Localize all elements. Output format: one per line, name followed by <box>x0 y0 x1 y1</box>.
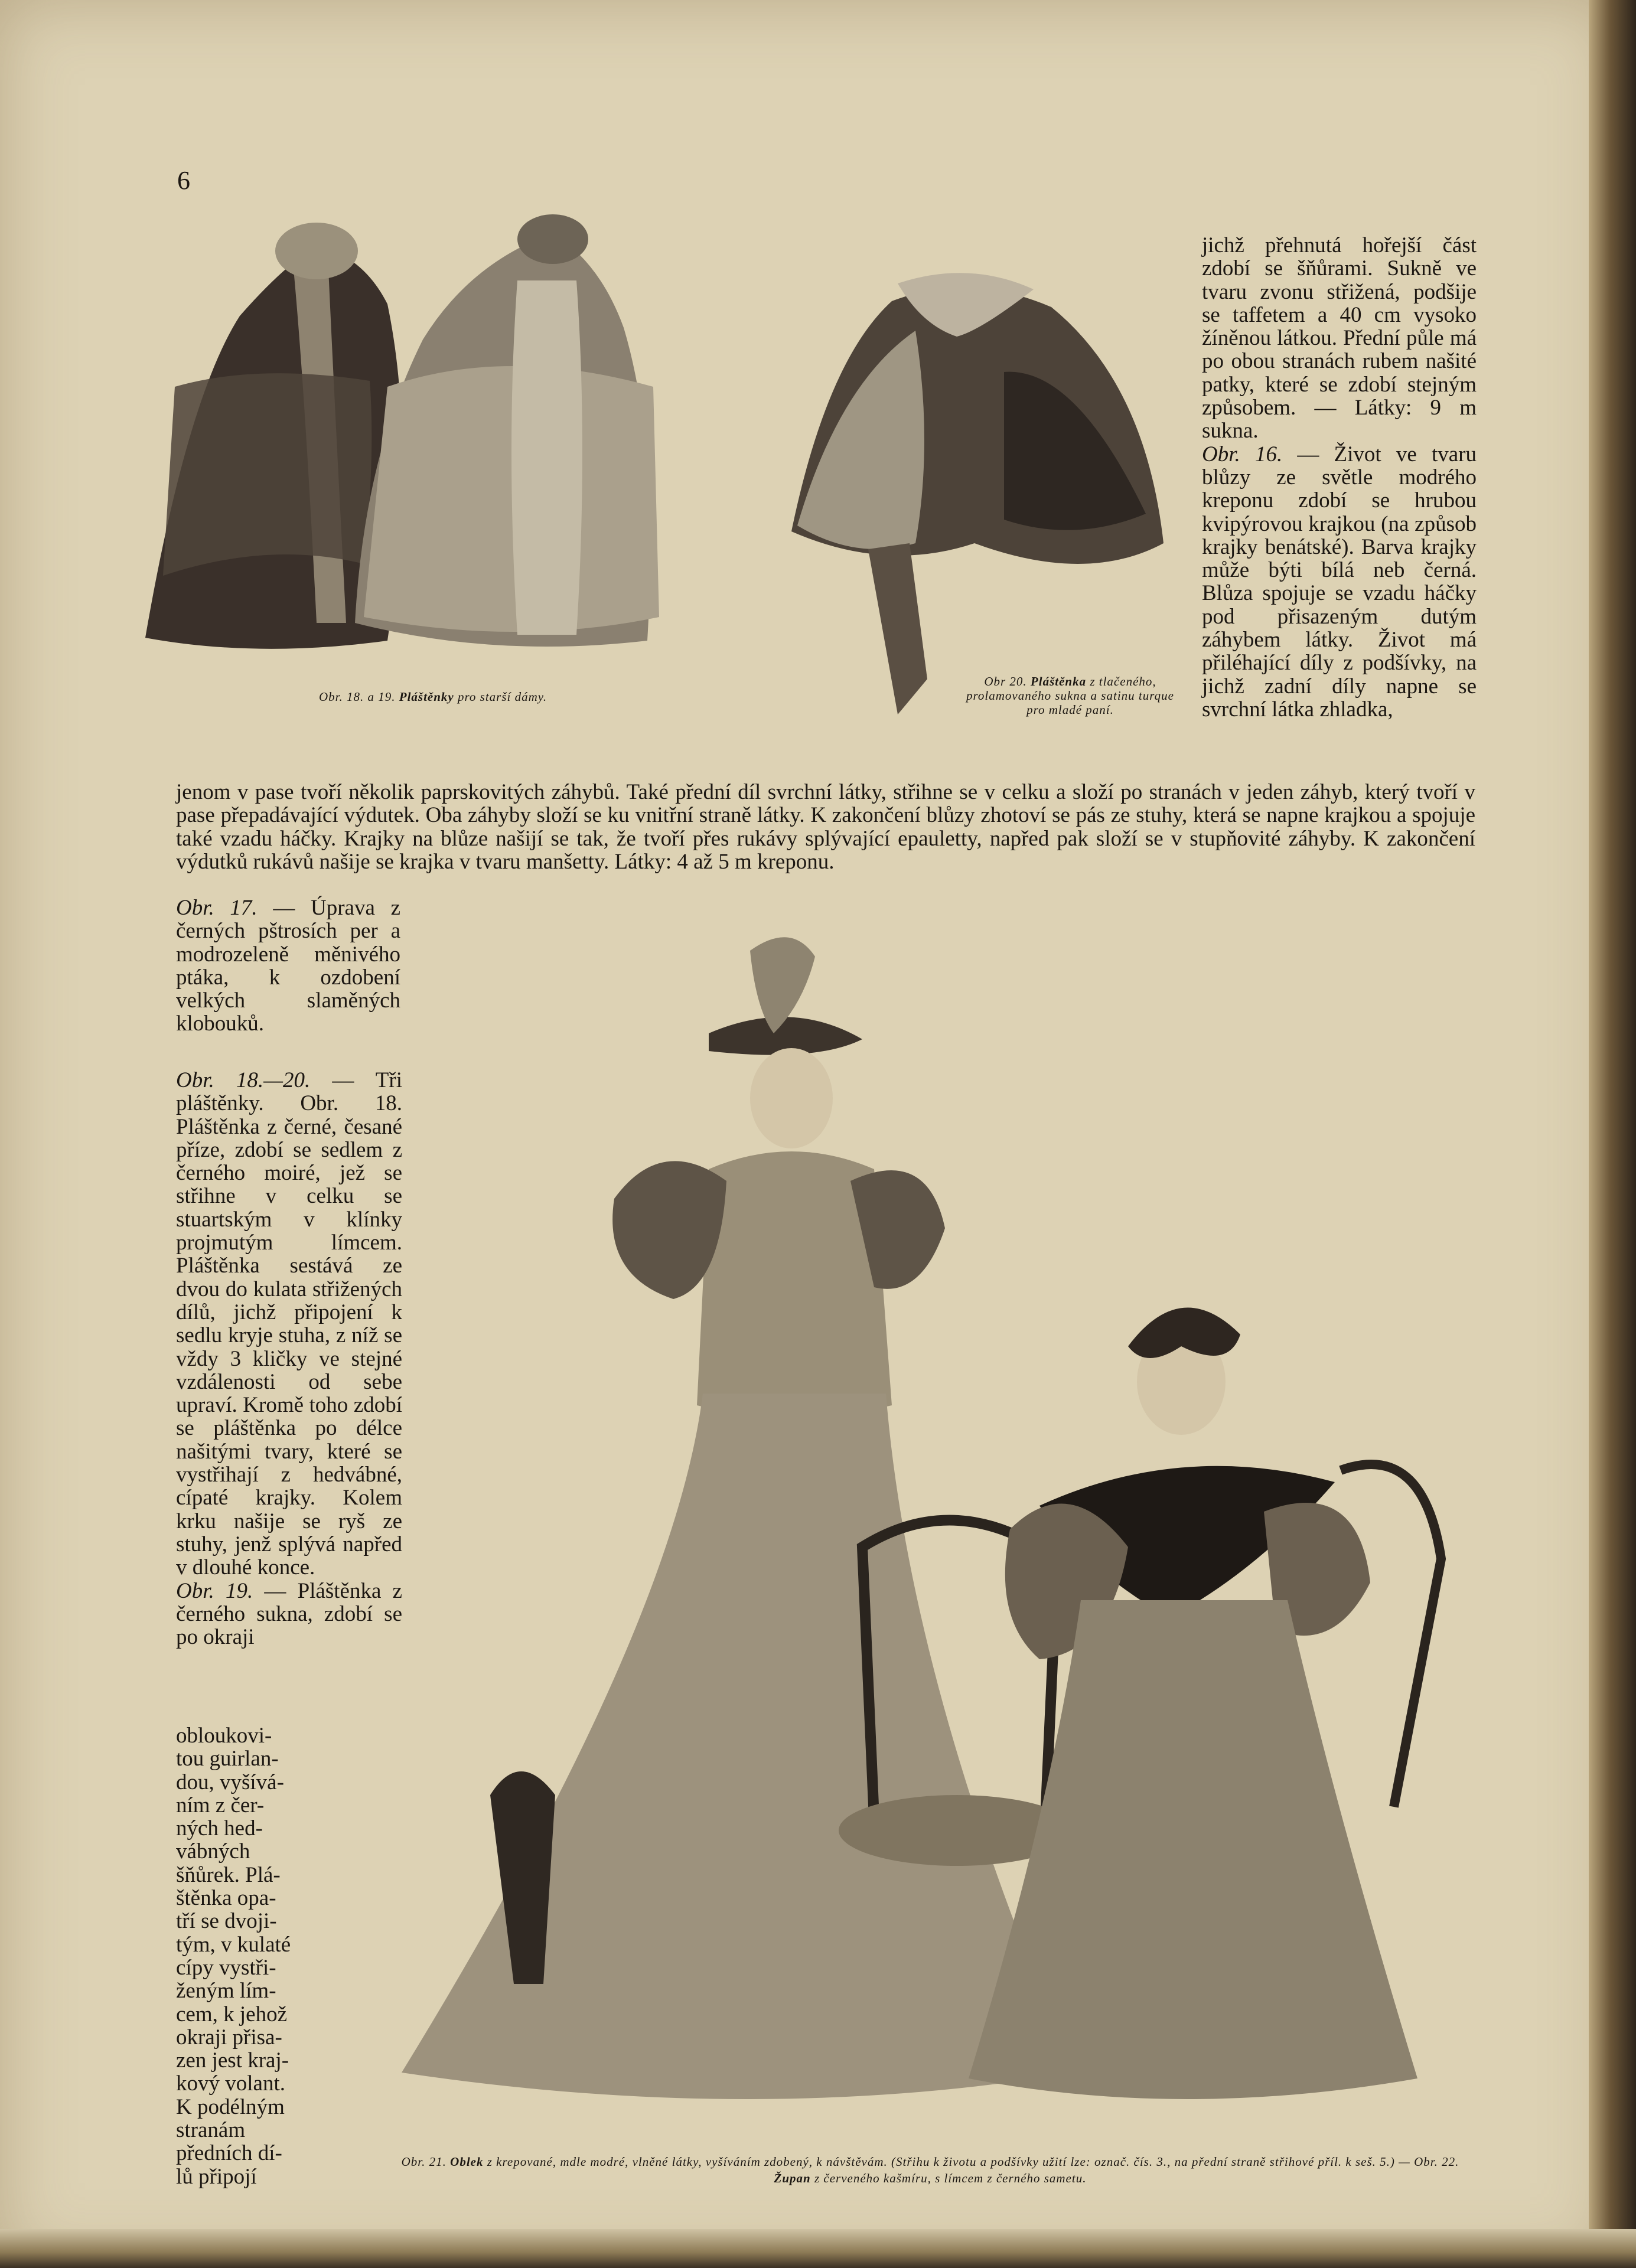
skirt-21 <box>402 1394 1075 2099</box>
cape-18-ruff <box>275 223 358 279</box>
text-line: K podélným <box>176 2094 285 2119</box>
caption-bold: Pláštěnky <box>399 690 454 704</box>
left-column-obr18-19 <box>176 1069 402 1649</box>
text-line: tří se dvoji- <box>176 1909 277 1934</box>
paragraph-text: — Úprava z černých pštrosích per a modrozeleně měnivého ptáka, k ozdobení velkých slaměných klobouků. <box>176 896 400 1036</box>
text-line: stranám <box>176 2118 246 2143</box>
illustration-capes-18-19 <box>139 210 842 670</box>
text-line: lů připojí <box>176 2164 257 2189</box>
paragraph-text: — Pláštěnka z černého sukna, zdobí se po okraji <box>176 1578 402 1650</box>
caption-prefix: Obr 20. <box>984 674 1031 688</box>
paragraph <box>1202 443 1477 722</box>
cape-19-collar <box>517 214 588 264</box>
text-line: ných hed- <box>176 1816 263 1841</box>
caption-fig-20 <box>964 674 1177 717</box>
text-line: tou guirlan- <box>176 1747 279 1771</box>
figure-ref: Obr. 17. <box>176 896 258 920</box>
text-line: obloukovi- <box>176 1724 272 1748</box>
right-column-text <box>1202 234 1477 721</box>
text-line: cem, k jehož <box>176 2002 287 2026</box>
left-column-obr17 <box>176 896 400 1036</box>
caption-bold: Pláštěnka <box>1030 674 1087 688</box>
text-line: zen jest kraj- <box>176 2048 289 2073</box>
paragraph <box>176 896 400 1036</box>
caption-fig-18-19 <box>319 690 721 704</box>
cape-19-center <box>511 280 582 635</box>
caption-suffix: pro starší dámy. <box>454 690 547 704</box>
head-21 <box>750 1048 833 1148</box>
caption-text: z krepované, mdle modré, vlněné látky, vyšíváním zdobený, k návštěvám. (Střihu k životu a podšívky užití lze: označ. čís. 3., na přední straně střihové příl. k seš. 5.) — Obr. 22. <box>483 2155 1459 2169</box>
paragraph <box>176 1069 402 1580</box>
text-line: ním z čer- <box>176 1793 265 1817</box>
text-line: šňůrek. Plá- <box>176 1862 281 1887</box>
gown-22 <box>969 1600 1417 2099</box>
caption-prefix: Obr. 21. <box>401 2155 451 2169</box>
cape-19-lace <box>364 366 659 632</box>
paragraph <box>176 1580 402 1649</box>
text-line: štěnka opa- <box>176 1886 276 1911</box>
page-number: 6 <box>177 166 190 195</box>
caption-bold: Župan <box>774 2171 811 2185</box>
caption-bold: Oblek <box>450 2155 484 2169</box>
text-line: vábných <box>176 1839 250 1864</box>
caption-fig-21-22 <box>390 2153 1471 2187</box>
text-line: ženým lím- <box>176 1979 276 2003</box>
text-line: kový volant. <box>176 2071 285 2096</box>
paragraph: jichž přehnutá hořejší část zdobí se šňůrami. Sukně ve tvaru zvonu střižená, podšije se taffetem a 40 cm vysoko žíněnou látkou. Přední půle má po obou stranách rubem našité patky, které se zdobí stejným způsobem. — Látky: 9 m sukna. <box>1202 233 1477 443</box>
illustration-women-21-22 <box>343 921 1477 2149</box>
figure-ref: Obr. 18.—20. <box>176 1068 311 1092</box>
caption-suffix: z tlačeného, prolamovaného sukna a satinu turque pro mladé paní. <box>966 674 1174 717</box>
caption-suffix: z červeného kašmíru, s límcem z černého sametu. <box>810 2171 1087 2185</box>
paragraph-text: — Tři pláštěnky. Obr. 18. Pláštěnka z černé, česané příze, zdobí se sedlem z černého moiré, jež se střihne v celku se stuartským v klínky projmutým límcem. Pláštěnka sestává ze dvou do kulata střižených dílů, jichž připojení k sedlu kryje stuha, z níž se vždy 3 kličky ve stejné vzdálenosti od sebe upraví. Kromě toho zdobí se pláštěnka po délce našitými tvary, které se vystřihají z hedvábné, cípaté krajky. Kolem krku našije se ryš ze stuhy, jenž splývá napřed v dlouhé konce. <box>176 1068 402 1580</box>
chair-right <box>1341 1464 1441 1807</box>
paragraph: jenom v pase tvoří několik paprskovitých záhybů. Také přední díl svrchní látky, střihne se v celku a složí po stranách v jeden záhyb, který tvoří v pase přepadávající výdutek. Oba záhyby složí se ku vnitřní straně látky. K zakončení blůzy zhotoví se pás ze stuhy, která se napne krajkou a spojuje také vzadu háčky. Krajky na blůze našijí se tak, že tvoří přes rukávy splývající epauletty, napřed pak složí se v stupňovité záhyby. K zakončení výdutků rukávů našije se krajka v tvaru manšetty. Látky: 4 až 5 m kreponu. <box>176 780 1475 874</box>
paragraph-text: — Život ve tvaru blůzy ze světle modrého kreponu zdobí se hrubou kvipýrovou krajkou (na způsob krajky benátské). Barva krajky může býti bílá neb černá. Blůza spojuje se vzadu háčky pod přisazeným dutým záhybem látky. Život má přiléhající díly z podšívky, na jichž zadní díly napne se svrchní látka zhladka, <box>1202 442 1477 722</box>
book-binding-edge <box>1589 0 1636 2268</box>
text-line: předních dí- <box>176 2141 282 2166</box>
page-bottom-edge <box>0 2229 1636 2268</box>
cape-18-lace <box>163 373 371 576</box>
illustration-cape-20 <box>780 266 1193 714</box>
left-column-tail <box>176 1724 325 2188</box>
full-width-text <box>176 781 1475 873</box>
text-line: cípy vystři- <box>176 1955 276 1980</box>
figure-ref: Obr. 19. <box>176 1578 253 1603</box>
text-line: okraji přisa- <box>176 2025 282 2050</box>
text-line: dou, vyšívá- <box>176 1770 284 1794</box>
caption-prefix: Obr. 18. a 19. <box>319 690 399 704</box>
cape-20-ribbon-ends <box>868 543 927 714</box>
figure-ref: Obr. 16. <box>1202 442 1283 466</box>
text-line: tým, v kulaté <box>176 1932 291 1957</box>
